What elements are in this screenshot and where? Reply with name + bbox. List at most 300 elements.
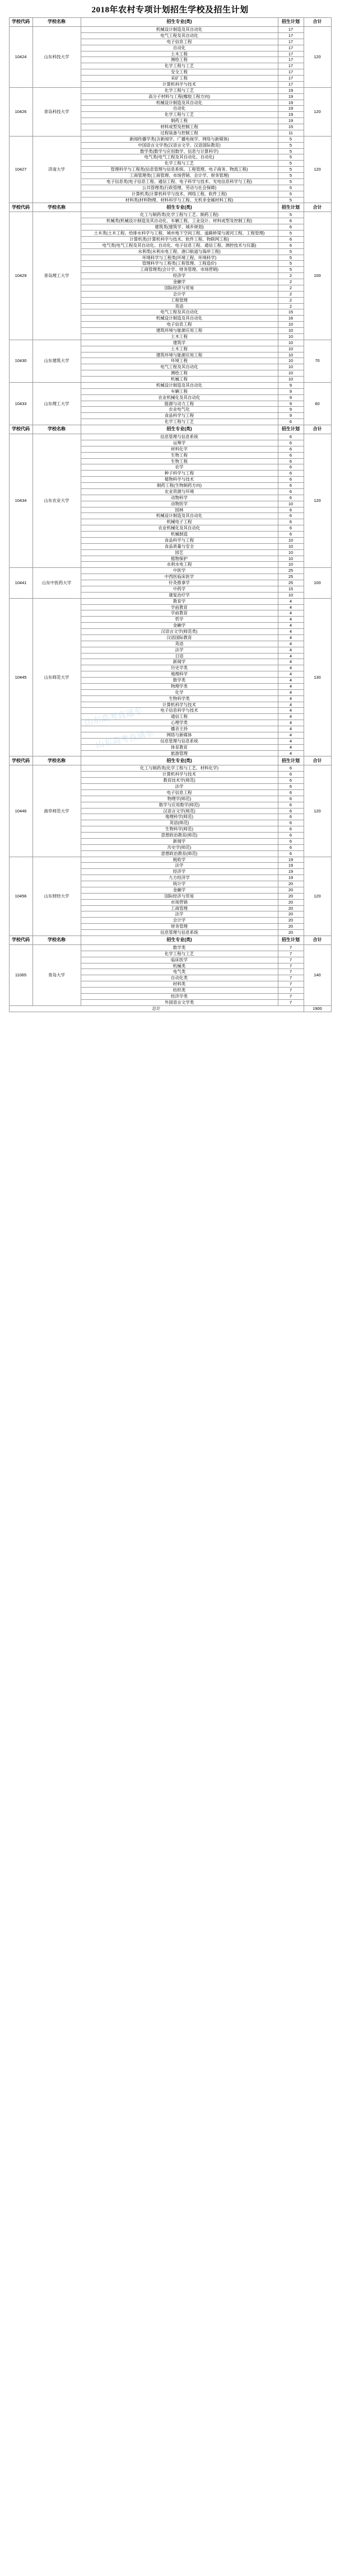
- school-total: 120: [304, 434, 331, 568]
- major-plan-number: 7: [278, 957, 304, 963]
- major-name: 食品科学与工程: [81, 537, 278, 543]
- watermark: 山东高考直通车: [83, 707, 143, 728]
- major-plan-number: 10: [278, 364, 304, 370]
- major-plan-number: 5: [278, 136, 304, 142]
- school-code: 10429: [9, 212, 32, 340]
- major-name: 金融学: [81, 623, 278, 629]
- major-plan-number: 19: [278, 106, 304, 112]
- major-name: 水利水电工程: [81, 562, 278, 568]
- school-code: 10441: [9, 568, 32, 598]
- major-name: 安全工程: [81, 69, 278, 76]
- major-plan-number: 4: [278, 738, 304, 744]
- major-plan-number: 6: [278, 814, 304, 820]
- school-name: 山东中医药大学: [32, 568, 81, 598]
- major-name: 材料成型及控制工程: [81, 124, 278, 130]
- major-name: 地理科学(师范): [81, 814, 278, 820]
- major-name: 制药工程(生物制药方向): [81, 483, 278, 489]
- major-plan-number: 6: [278, 513, 304, 519]
- table-row: [9, 382, 331, 388]
- major-name: 法学: [81, 784, 278, 790]
- major-name: 临床医学: [81, 957, 278, 963]
- major-name: 自动化: [81, 106, 278, 112]
- school-total: 130: [304, 598, 331, 756]
- major-plan-number: 5: [278, 161, 304, 167]
- major-plan-number: 6: [278, 826, 304, 833]
- column-header-num: 招生计划: [278, 18, 304, 27]
- school-code: 10427: [9, 136, 32, 203]
- table-header-row: [9, 756, 331, 765]
- school-total: 100: [304, 568, 331, 598]
- school-total: 120: [304, 857, 331, 936]
- major-plan-number: 6: [278, 784, 304, 790]
- column-header-total: 合计: [304, 425, 331, 434]
- major-name: 经济学: [81, 869, 278, 875]
- major-plan-number: 17: [278, 51, 304, 57]
- major-name: 电子信息工程: [81, 322, 278, 328]
- school-code: 10456: [9, 857, 32, 936]
- major-name: 动物科学: [81, 495, 278, 501]
- major-plan-number: 17: [278, 69, 304, 76]
- major-name: 自动化类: [81, 975, 278, 981]
- major-name: 电子信息工程: [81, 789, 278, 796]
- major-plan-number: 4: [278, 634, 304, 641]
- major-plan-number: 4: [278, 629, 304, 635]
- major-name: 法学: [81, 911, 278, 918]
- major-name: 生物科学类: [81, 695, 278, 702]
- major-plan-number: 9: [278, 401, 304, 407]
- major-plan-number: 10: [278, 537, 304, 543]
- major-name: 金融学: [81, 279, 278, 285]
- school-name: 济南大学: [32, 136, 81, 203]
- major-name: 土木工程: [81, 51, 278, 57]
- major-name: 法学: [81, 647, 278, 653]
- major-plan-number: 9: [278, 407, 304, 413]
- school-total: 70: [304, 340, 331, 382]
- major-name: 学前教育: [81, 610, 278, 617]
- major-plan-number: 2: [278, 291, 304, 297]
- table-row: [9, 212, 331, 218]
- major-plan-number: 7: [278, 981, 304, 988]
- school-code: 11065: [9, 944, 32, 1005]
- major-name: 食品质量与安全: [81, 543, 278, 549]
- column-header-total: 合计: [304, 756, 331, 765]
- major-plan-number: 6: [278, 242, 304, 248]
- major-plan-number: 6: [278, 236, 304, 242]
- major-name: 思想政治教育(师范): [81, 850, 278, 857]
- table-header-row: [9, 18, 331, 27]
- major-plan-number: 4: [278, 659, 304, 665]
- page-title: 2018年农村专项计划招生学校及招生计划: [91, 6, 249, 15]
- major-name: 电子信息工程: [81, 39, 278, 45]
- school-name: 山东科技大学: [32, 27, 81, 88]
- major-plan-number: 5: [278, 185, 304, 191]
- major-plan-number: 10: [278, 501, 304, 507]
- major-name: 土木工程: [81, 333, 278, 340]
- major-plan-number: 7: [278, 988, 304, 994]
- major-name: 九方经济学: [81, 875, 278, 881]
- major-plan-number: 17: [278, 39, 304, 45]
- major-plan-number: 5: [278, 212, 304, 218]
- major-plan-number: 4: [278, 714, 304, 720]
- major-plan-number: 15: [278, 586, 304, 592]
- major-plan-number: 9: [278, 382, 304, 388]
- major-plan-number: 6: [278, 419, 304, 425]
- major-plan-number: 5: [278, 167, 304, 173]
- major-plan-number: 19: [278, 857, 304, 863]
- major-name: 机械工程: [81, 377, 278, 383]
- major-name: 车辆工程: [81, 388, 278, 394]
- column-header-code: 学校代码: [9, 203, 32, 212]
- major-plan-number: 4: [278, 683, 304, 689]
- major-name: 机械类(机械设计制造及其自动化、车辆工程、工业设计、材料成型及控制工程): [81, 218, 278, 224]
- major-name: 机械设计制造及其自动化: [81, 27, 278, 33]
- major-plan-number: 6: [278, 820, 304, 826]
- column-header-num: 招生计划: [278, 425, 304, 434]
- major-plan-number: 6: [278, 838, 304, 844]
- column-header-major: 招生专业(类): [81, 203, 278, 212]
- school-code: 10424: [9, 27, 32, 88]
- major-name: 机械设计制造及其自动化: [81, 100, 278, 106]
- major-plan-number: 10: [278, 543, 304, 549]
- major-name: 工商管理类(工商管理、市场营销、会计学、财务管理): [81, 173, 278, 179]
- major-plan-number: 19: [278, 118, 304, 124]
- major-plan-number: 4: [278, 726, 304, 732]
- major-plan-number: 7: [278, 969, 304, 975]
- grand-total-label: 总计: [9, 1005, 304, 1012]
- major-name: 机械类: [81, 963, 278, 969]
- school-name: 山东建筑大学: [32, 340, 81, 382]
- major-name: 新闻传播学类(含新闻学、广播电视学、网络与新媒体): [81, 136, 278, 142]
- column-header-total: 合计: [304, 936, 331, 944]
- major-plan-number: 6: [278, 471, 304, 477]
- major-plan-number: 6: [278, 483, 304, 489]
- major-plan-number: 25: [278, 568, 304, 574]
- major-name: 汉语言文学(师范): [81, 808, 278, 814]
- major-name: 土木类(土木工程、给排水科学与工程、城市地下空间工程、道路桥梁与渡河工程、工程管理): [81, 231, 278, 237]
- major-plan-number: 5: [278, 178, 304, 185]
- major-name: 水利类(水利水电工程、港口航道与海岸工程): [81, 248, 278, 255]
- table-row: [9, 857, 331, 863]
- school-name: 青岛理工大学: [32, 212, 81, 340]
- grand-total-row: [9, 1005, 331, 1012]
- major-name: 数学类(数学与应用数学、信息与计算科学): [81, 148, 278, 154]
- major-plan-number: 4: [278, 695, 304, 702]
- school-code: 10446: [9, 765, 32, 857]
- major-name: 农业电气化: [81, 407, 278, 413]
- major-name: 中西医临床医学: [81, 574, 278, 580]
- major-plan-number: 10: [278, 352, 304, 358]
- major-plan-number: 25: [278, 580, 304, 586]
- major-plan-number: 7: [278, 963, 304, 969]
- table-row: [9, 568, 331, 574]
- school-code: 10434: [9, 434, 32, 568]
- major-name: 计算机科学与技术: [81, 772, 278, 778]
- major-name: 信息管理与信息系统: [81, 434, 278, 440]
- major-plan-number: 4: [278, 623, 304, 629]
- major-name: 教育技术学(师范): [81, 778, 278, 784]
- major-name: 英语: [81, 641, 278, 647]
- major-plan-number: 5: [278, 231, 304, 237]
- major-plan-number: 2: [278, 285, 304, 291]
- major-name: 汉语国际教育: [81, 634, 278, 641]
- major-plan-number: 9: [278, 388, 304, 394]
- major-name: 种子科学与工程: [81, 471, 278, 477]
- major-plan-number: 7: [278, 944, 304, 951]
- major-plan-number: 4: [278, 617, 304, 623]
- major-name: 中国语言文学类(汉语言文学、汉语国际教育): [81, 142, 278, 148]
- school-total: 120: [304, 27, 331, 88]
- major-name: 生物科学(师范): [81, 826, 278, 833]
- major-name: 建筑类(建筑学、城乡规划): [81, 224, 278, 231]
- column-header-code: 学校代码: [9, 936, 32, 944]
- column-header-num: 招生计划: [278, 203, 304, 212]
- major-plan-number: 20: [278, 893, 304, 899]
- major-plan-number: 20: [278, 924, 304, 930]
- major-name: 信息管理与信息系统: [81, 738, 278, 744]
- major-plan-number: 7: [278, 993, 304, 999]
- major-plan-number: 6: [278, 833, 304, 839]
- major-name: 会计学: [81, 918, 278, 924]
- grand-total-value: 1900: [304, 1005, 331, 1012]
- column-header-code: 学校代码: [9, 756, 32, 765]
- school-name: 曲阜师范大学: [32, 765, 81, 857]
- major-name: 新闻学: [81, 659, 278, 665]
- column-header-num: 招生计划: [278, 756, 304, 765]
- major-name: 法学: [81, 863, 278, 869]
- major-plan-number: 20: [278, 930, 304, 936]
- major-name: 过程装备与控制工程: [81, 130, 278, 136]
- table-header-row: [9, 203, 331, 212]
- major-plan-number: 20: [278, 911, 304, 918]
- school-code: 10445: [9, 598, 32, 756]
- major-plan-number: 2: [278, 297, 304, 303]
- major-plan-number: 4: [278, 598, 304, 604]
- major-name: 经济学: [81, 273, 278, 279]
- major-plan-number: 17: [278, 45, 304, 51]
- major-name: 环境科学与工程类(环境工程、环境科学): [81, 255, 278, 261]
- major-name: 动物医学: [81, 501, 278, 507]
- major-name: 机械设计制造及其自动化: [81, 382, 278, 388]
- major-name: 化学工程与工艺: [81, 63, 278, 69]
- major-plan-number: 5: [278, 267, 304, 273]
- major-plan-number: 20: [278, 881, 304, 887]
- major-plan-number: 6: [278, 464, 304, 471]
- column-header-total: 合计: [304, 203, 331, 212]
- major-plan-number: 10: [278, 333, 304, 340]
- major-name: 建筑环境与能源应用工程: [81, 352, 278, 358]
- major-name: 汉语言文学(师范类): [81, 629, 278, 635]
- major-name: 生物工程: [81, 452, 278, 458]
- school-total: 120: [304, 765, 331, 857]
- school-name: 青岛大学: [32, 944, 81, 1005]
- major-plan-number: 19: [278, 875, 304, 881]
- major-name: 纺织类: [81, 988, 278, 994]
- major-name: 管理科学与工程类(信息管理与信息系统、工程管理、电子商务、物流工程): [81, 167, 278, 173]
- major-plan-number: 4: [278, 689, 304, 695]
- major-plan-number: 5: [278, 154, 304, 161]
- major-plan-number: 10: [278, 377, 304, 383]
- major-plan-number: 10: [278, 370, 304, 377]
- major-plan-number: 4: [278, 647, 304, 653]
- major-plan-number: 16: [278, 316, 304, 322]
- column-header-num: 招生计划: [278, 936, 304, 944]
- major-plan-number: 4: [278, 671, 304, 678]
- major-plan-number: 6: [278, 844, 304, 850]
- major-name: 农业机械化及其自动化: [81, 394, 278, 401]
- major-plan-number: 2: [278, 303, 304, 309]
- major-name: 农业资源与环境: [81, 488, 278, 495]
- major-name: 电气类(电气工程及其自动化、自动化): [81, 154, 278, 161]
- major-plan-number: 19: [278, 869, 304, 875]
- major-plan-number: 10: [278, 592, 304, 598]
- major-plan-number: 5: [278, 197, 304, 203]
- major-plan-number: 6: [278, 224, 304, 231]
- column-header-name: 学校名称: [32, 425, 81, 434]
- major-name: 生物工程: [81, 458, 278, 464]
- major-plan-number: 19: [278, 863, 304, 869]
- major-name: 金融学: [81, 887, 278, 893]
- major-plan-number: 10: [278, 358, 304, 364]
- major-name: 建筑环境与能源应用工程: [81, 328, 278, 334]
- major-name: 工程管理: [81, 297, 278, 303]
- major-plan-number: 4: [278, 665, 304, 671]
- major-name: 化学工程与工艺: [81, 87, 278, 93]
- major-plan-number: 6: [278, 507, 304, 513]
- major-plan-number: 9: [278, 394, 304, 401]
- major-name: 采矿工程: [81, 76, 278, 82]
- column-header-code: 学校代码: [9, 18, 32, 27]
- school-total: 120: [304, 87, 331, 136]
- major-name: 针灸推拿学: [81, 580, 278, 586]
- major-name: 外国语言文学类: [81, 999, 278, 1005]
- major-name: 心理学类: [81, 720, 278, 726]
- major-plan-number: 19: [278, 93, 304, 100]
- major-plan-number: 10: [278, 328, 304, 334]
- major-name: 经济学类: [81, 993, 278, 999]
- major-name: 建筑学: [81, 340, 278, 346]
- major-plan-number: 5: [278, 142, 304, 148]
- major-name: 化学工程与工艺: [81, 112, 278, 118]
- major-plan-number: 6: [278, 772, 304, 778]
- major-name: 播音主持: [81, 726, 278, 732]
- table-body: [9, 18, 331, 1012]
- major-name: 市场营销: [81, 899, 278, 905]
- major-name: 运筹学: [81, 440, 278, 446]
- major-name: 地理科学: [81, 671, 278, 678]
- column-header-total: 合计: [304, 18, 331, 27]
- major-plan-number: 15: [278, 124, 304, 130]
- major-plan-number: 6: [278, 218, 304, 224]
- major-name: 中药学: [81, 586, 278, 592]
- major-name: 计算机科学与技术: [81, 81, 278, 87]
- major-name: 中医学: [81, 568, 278, 574]
- major-plan-number: 6: [278, 808, 304, 814]
- major-plan-number: 6: [278, 440, 304, 446]
- major-name: 数学类: [81, 944, 278, 951]
- column-header-name: 学校名称: [32, 756, 81, 765]
- school-name: 山东农业大学: [32, 434, 81, 568]
- major-plan-number: 19: [278, 112, 304, 118]
- major-plan-number: 10: [278, 556, 304, 562]
- major-name: 管理科学与工程类(工程管理、工程造价): [81, 261, 278, 267]
- major-plan-number: 4: [278, 708, 304, 714]
- table-row: [9, 136, 331, 142]
- table-row: [9, 87, 331, 93]
- major-name: 通信工程: [81, 714, 278, 720]
- major-plan-number: 5: [278, 191, 304, 197]
- major-plan-number: 7: [278, 999, 304, 1005]
- major-name: 信息管理与信息系统: [81, 930, 278, 936]
- major-name: 学前教育: [81, 604, 278, 610]
- school-total: 60: [304, 382, 331, 425]
- major-plan-number: 4: [278, 610, 304, 617]
- major-plan-number: 20: [278, 899, 304, 905]
- watermark: 山东高考直通车: [95, 729, 155, 750]
- admission-plan-table: [9, 17, 332, 1012]
- major-plan-number: 4: [278, 678, 304, 684]
- major-plan-number: 4: [278, 641, 304, 647]
- column-header-major: 招生专业(类): [81, 425, 278, 434]
- major-name: 电子信息类(电子信息工程、通信工程、电子科学与技术、光电信息科学与工程): [81, 178, 278, 185]
- major-plan-number: 4: [278, 732, 304, 738]
- major-plan-number: 4: [278, 653, 304, 659]
- major-plan-number: 6: [278, 765, 304, 772]
- major-plan-number: 7: [278, 975, 304, 981]
- major-plan-number: 19: [278, 100, 304, 106]
- major-name: 电气类: [81, 969, 278, 975]
- major-name: 自动化: [81, 45, 278, 51]
- major-plan-number: 5: [278, 173, 304, 179]
- major-name: 网络与新媒体: [81, 732, 278, 738]
- major-plan-number: 2: [278, 273, 304, 279]
- major-name: 计算机类(计算机科学与技术、软件工程、物联网工程): [81, 236, 278, 242]
- table-row: [9, 598, 331, 604]
- column-header-major: 招生专业(类): [81, 756, 278, 765]
- major-plan-number: 6: [278, 458, 304, 464]
- major-plan-number: 17: [278, 76, 304, 82]
- major-name: 会计学: [81, 291, 278, 297]
- major-plan-number: 17: [278, 63, 304, 69]
- major-name: 化学: [81, 689, 278, 695]
- major-name: 英语: [81, 303, 278, 309]
- major-plan-number: 10: [278, 549, 304, 556]
- school-code: 10426: [9, 87, 32, 136]
- major-name: 康复治疗学: [81, 592, 278, 598]
- major-name: 数学类: [81, 678, 278, 684]
- major-plan-number: 4: [278, 702, 304, 708]
- major-name: 材料类(材料物理、材料科学与工程、无机非金属材料工程): [81, 197, 278, 203]
- major-plan-number: 6: [278, 519, 304, 525]
- major-plan-number: 5: [278, 255, 304, 261]
- major-name: 农学: [81, 464, 278, 471]
- major-plan-number: 6: [278, 488, 304, 495]
- major-name: 高分子材料与工程(橡胶工程方向): [81, 93, 278, 100]
- major-plan-number: 6: [278, 802, 304, 808]
- major-plan-number: 11: [278, 130, 304, 136]
- major-name: 电气工程及其自动化: [81, 364, 278, 370]
- document-page: [0, 0, 340, 1012]
- major-plan-number: 4: [278, 604, 304, 610]
- major-plan-number: 6: [278, 495, 304, 501]
- table-row: [9, 944, 331, 951]
- major-name: 历史学(师范): [81, 844, 278, 850]
- major-plan-number: 2: [278, 279, 304, 285]
- table-header-row: [9, 936, 331, 944]
- major-name: 化工与制药类(化学工程与工艺、制药工程): [81, 212, 278, 218]
- major-name: 机械设计制造及其自动化: [81, 316, 278, 322]
- major-name: 能源与动力工程: [81, 401, 278, 407]
- major-name: 电气类(电气工程及其自动化、自动化、电子信息工程、通信工程、测控技术与仪器): [81, 242, 278, 248]
